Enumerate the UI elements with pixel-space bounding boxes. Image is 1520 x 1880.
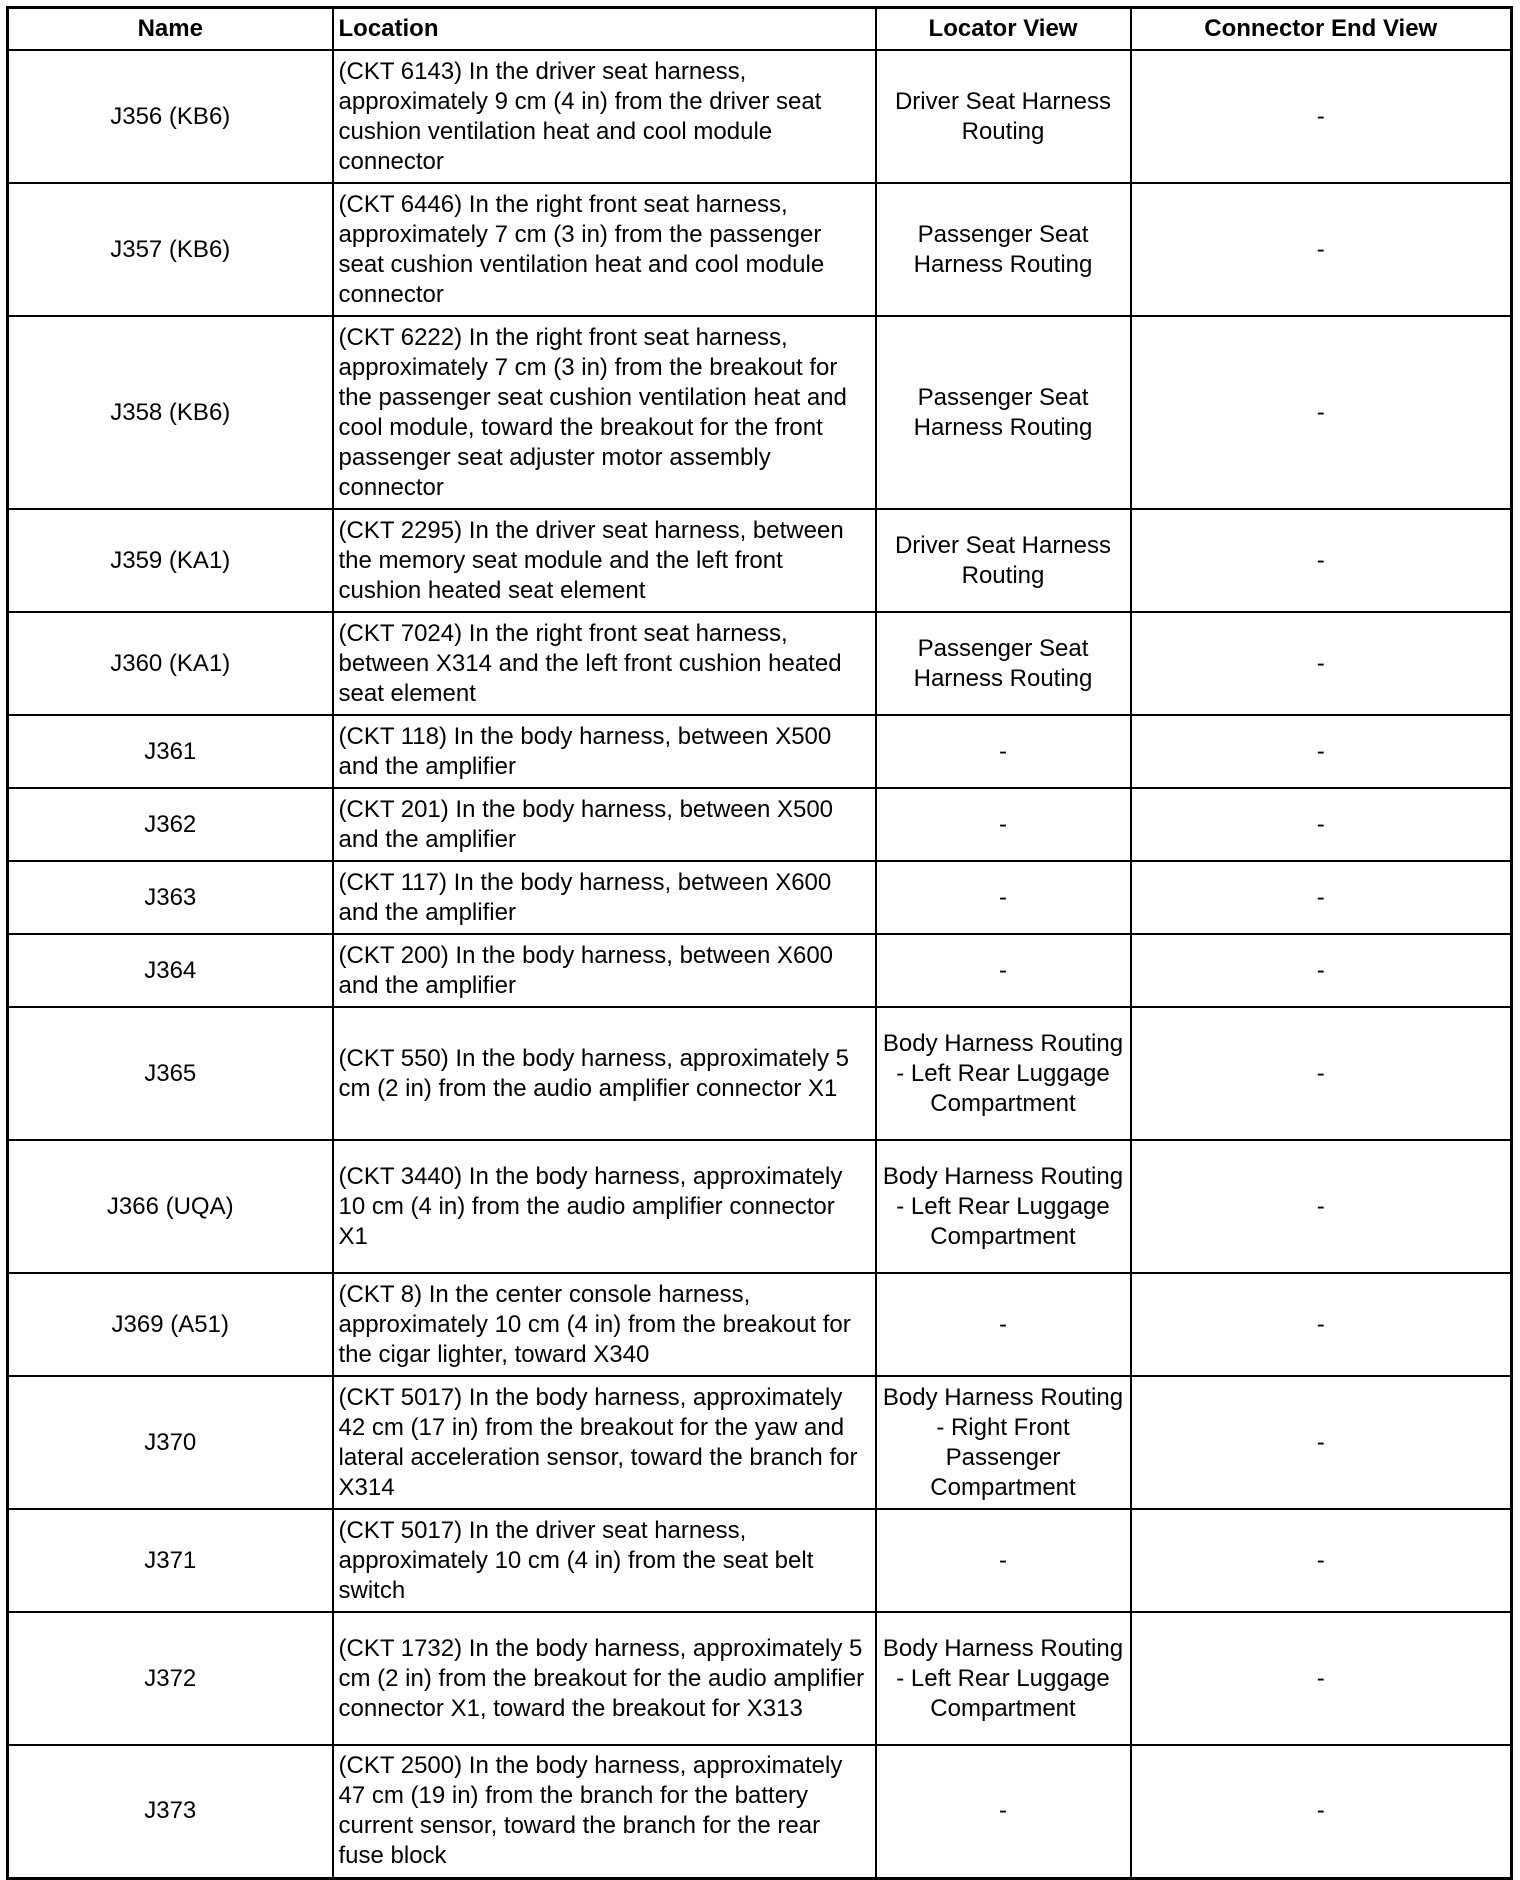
splice-name-cell: J357 (KB6) bbox=[8, 183, 333, 316]
connector-end-view-cell: - bbox=[1131, 509, 1512, 612]
header-row bbox=[8, 8, 1512, 51]
column-header-location: Location bbox=[333, 8, 876, 51]
splice-name-cell: J371 bbox=[8, 1509, 333, 1612]
locator-view-cell: - bbox=[876, 1273, 1131, 1376]
splice-name-cell: J356 (KB6) bbox=[8, 50, 333, 183]
location-cell: (CKT 1732) In the body harness, approximately 5 cm (2 in) from the breakout for the audio amplifier connector X1, toward the breakout for X313 bbox=[333, 1612, 876, 1745]
connector-end-view-cell: - bbox=[1131, 1140, 1512, 1273]
splice-name-cell: J370 bbox=[8, 1376, 333, 1509]
connector-end-view-cell: - bbox=[1131, 1612, 1512, 1745]
connector-end-view-cell: - bbox=[1131, 861, 1512, 934]
locator-view-cell: - bbox=[876, 1745, 1131, 1878]
splice-name-cell: J365 bbox=[8, 1007, 333, 1140]
table-body bbox=[8, 50, 1512, 1878]
location-cell: (CKT 200) In the body harness, between X600 and the amplifier bbox=[333, 934, 876, 1007]
locator-view-cell: - bbox=[876, 715, 1131, 788]
connector-end-view-cell: - bbox=[1131, 316, 1512, 509]
table-row bbox=[8, 316, 1512, 509]
table-row bbox=[8, 1745, 1512, 1878]
location-cell: (CKT 5017) In the body harness, approximately 42 cm (17 in) from the breakout for the yaw and lateral acceleration sensor, toward the branch for X314 bbox=[333, 1376, 876, 1509]
connector-end-view-cell: - bbox=[1131, 1376, 1512, 1509]
locator-view-cell: Body Harness Routing - Left Rear Luggage Compartment bbox=[876, 1007, 1131, 1140]
connector-end-view-cell: - bbox=[1131, 934, 1512, 1007]
table-row bbox=[8, 50, 1512, 183]
splice-name-cell: J358 (KB6) bbox=[8, 316, 333, 509]
locator-view-cell: Passenger Seat Harness Routing bbox=[876, 612, 1131, 715]
location-cell: (CKT 6143) In the driver seat harness, approximately 9 cm (4 in) from the driver seat cushion ventilation heat and cool module connector bbox=[333, 50, 876, 183]
locator-view-cell: Body Harness Routing - Left Rear Luggage Compartment bbox=[876, 1140, 1131, 1273]
location-cell: (CKT 8) In the center console harness, approximately 10 cm (4 in) from the breakout for the cigar lighter, toward X340 bbox=[333, 1273, 876, 1376]
splice-name-cell: J369 (A51) bbox=[8, 1273, 333, 1376]
splice-name-cell: J372 bbox=[8, 1612, 333, 1745]
connector-end-view-cell: - bbox=[1131, 715, 1512, 788]
column-header-name: Name bbox=[8, 8, 333, 51]
table-row bbox=[8, 509, 1512, 612]
table-row bbox=[8, 1273, 1512, 1376]
locator-view-cell: - bbox=[876, 1509, 1131, 1612]
table-row bbox=[8, 1509, 1512, 1612]
locator-view-cell: - bbox=[876, 861, 1131, 934]
location-cell: (CKT 550) In the body harness, approximately 5 cm (2 in) from the audio amplifier connector X1 bbox=[333, 1007, 876, 1140]
table-row bbox=[8, 612, 1512, 715]
table-row bbox=[8, 788, 1512, 861]
connector-end-view-cell: - bbox=[1131, 1745, 1512, 1878]
connector-end-view-cell: - bbox=[1131, 50, 1512, 183]
table-row bbox=[8, 934, 1512, 1007]
locator-view-cell: Driver Seat Harness Routing bbox=[876, 509, 1131, 612]
locator-view-cell: Driver Seat Harness Routing bbox=[876, 50, 1131, 183]
location-cell: (CKT 201) In the body harness, between X500 and the amplifier bbox=[333, 788, 876, 861]
splice-location-table bbox=[6, 6, 1513, 1880]
connector-end-view-cell: - bbox=[1131, 183, 1512, 316]
location-cell: (CKT 118) In the body harness, between X500 and the amplifier bbox=[333, 715, 876, 788]
connector-end-view-cell: - bbox=[1131, 1007, 1512, 1140]
splice-name-cell: J364 bbox=[8, 934, 333, 1007]
splice-name-cell: J362 bbox=[8, 788, 333, 861]
splice-name-cell: J363 bbox=[8, 861, 333, 934]
table-row bbox=[8, 1612, 1512, 1745]
locator-view-cell: Body Harness Routing - Right Front Passenger Compartment bbox=[876, 1376, 1131, 1509]
connector-end-view-cell: - bbox=[1131, 612, 1512, 715]
location-cell: (CKT 7024) In the right front seat harness, between X314 and the left front cushion heated seat element bbox=[333, 612, 876, 715]
location-cell: (CKT 6446) In the right front seat harness, approximately 7 cm (3 in) from the passenger seat cushion ventilation heat and cool module connector bbox=[333, 183, 876, 316]
connector-end-view-cell: - bbox=[1131, 1509, 1512, 1612]
splice-location-table-container bbox=[6, 6, 1510, 1880]
location-cell: (CKT 117) In the body harness, between X600 and the amplifier bbox=[333, 861, 876, 934]
column-header-connector-end-view: Connector End View bbox=[1131, 8, 1512, 51]
table-row bbox=[8, 1140, 1512, 1273]
locator-view-cell: Passenger Seat Harness Routing bbox=[876, 316, 1131, 509]
location-cell: (CKT 6222) In the right front seat harness, approximately 7 cm (3 in) from the breakout for the passenger seat cushion ventilation heat and cool module, toward the breakout for the front passenger seat adjuster motor assembly connector bbox=[333, 316, 876, 509]
column-header-locator-view: Locator View bbox=[876, 8, 1131, 51]
table-row bbox=[8, 861, 1512, 934]
splice-name-cell: J359 (KA1) bbox=[8, 509, 333, 612]
splice-name-cell: J361 bbox=[8, 715, 333, 788]
locator-view-cell: Passenger Seat Harness Routing bbox=[876, 183, 1131, 316]
splice-name-cell: J366 (UQA) bbox=[8, 1140, 333, 1273]
table-row bbox=[8, 1007, 1512, 1140]
location-cell: (CKT 5017) In the driver seat harness, approximately 10 cm (4 in) from the seat belt switch bbox=[333, 1509, 876, 1612]
table-row bbox=[8, 715, 1512, 788]
location-cell: (CKT 2295) In the driver seat harness, between the memory seat module and the left front cushion heated seat element bbox=[333, 509, 876, 612]
locator-view-cell: Body Harness Routing - Left Rear Luggage Compartment bbox=[876, 1612, 1131, 1745]
connector-end-view-cell: - bbox=[1131, 788, 1512, 861]
locator-view-cell: - bbox=[876, 934, 1131, 1007]
table-row bbox=[8, 1376, 1512, 1509]
table-row bbox=[8, 183, 1512, 316]
splice-name-cell: J360 (KA1) bbox=[8, 612, 333, 715]
connector-end-view-cell: - bbox=[1131, 1273, 1512, 1376]
splice-name-cell: J373 bbox=[8, 1745, 333, 1878]
location-cell: (CKT 3440) In the body harness, approximately 10 cm (4 in) from the audio amplifier connector X1 bbox=[333, 1140, 876, 1273]
location-cell: (CKT 2500) In the body harness, approximately 47 cm (19 in) from the branch for the battery current sensor, toward the branch for the rear fuse block bbox=[333, 1745, 876, 1878]
locator-view-cell: - bbox=[876, 788, 1131, 861]
